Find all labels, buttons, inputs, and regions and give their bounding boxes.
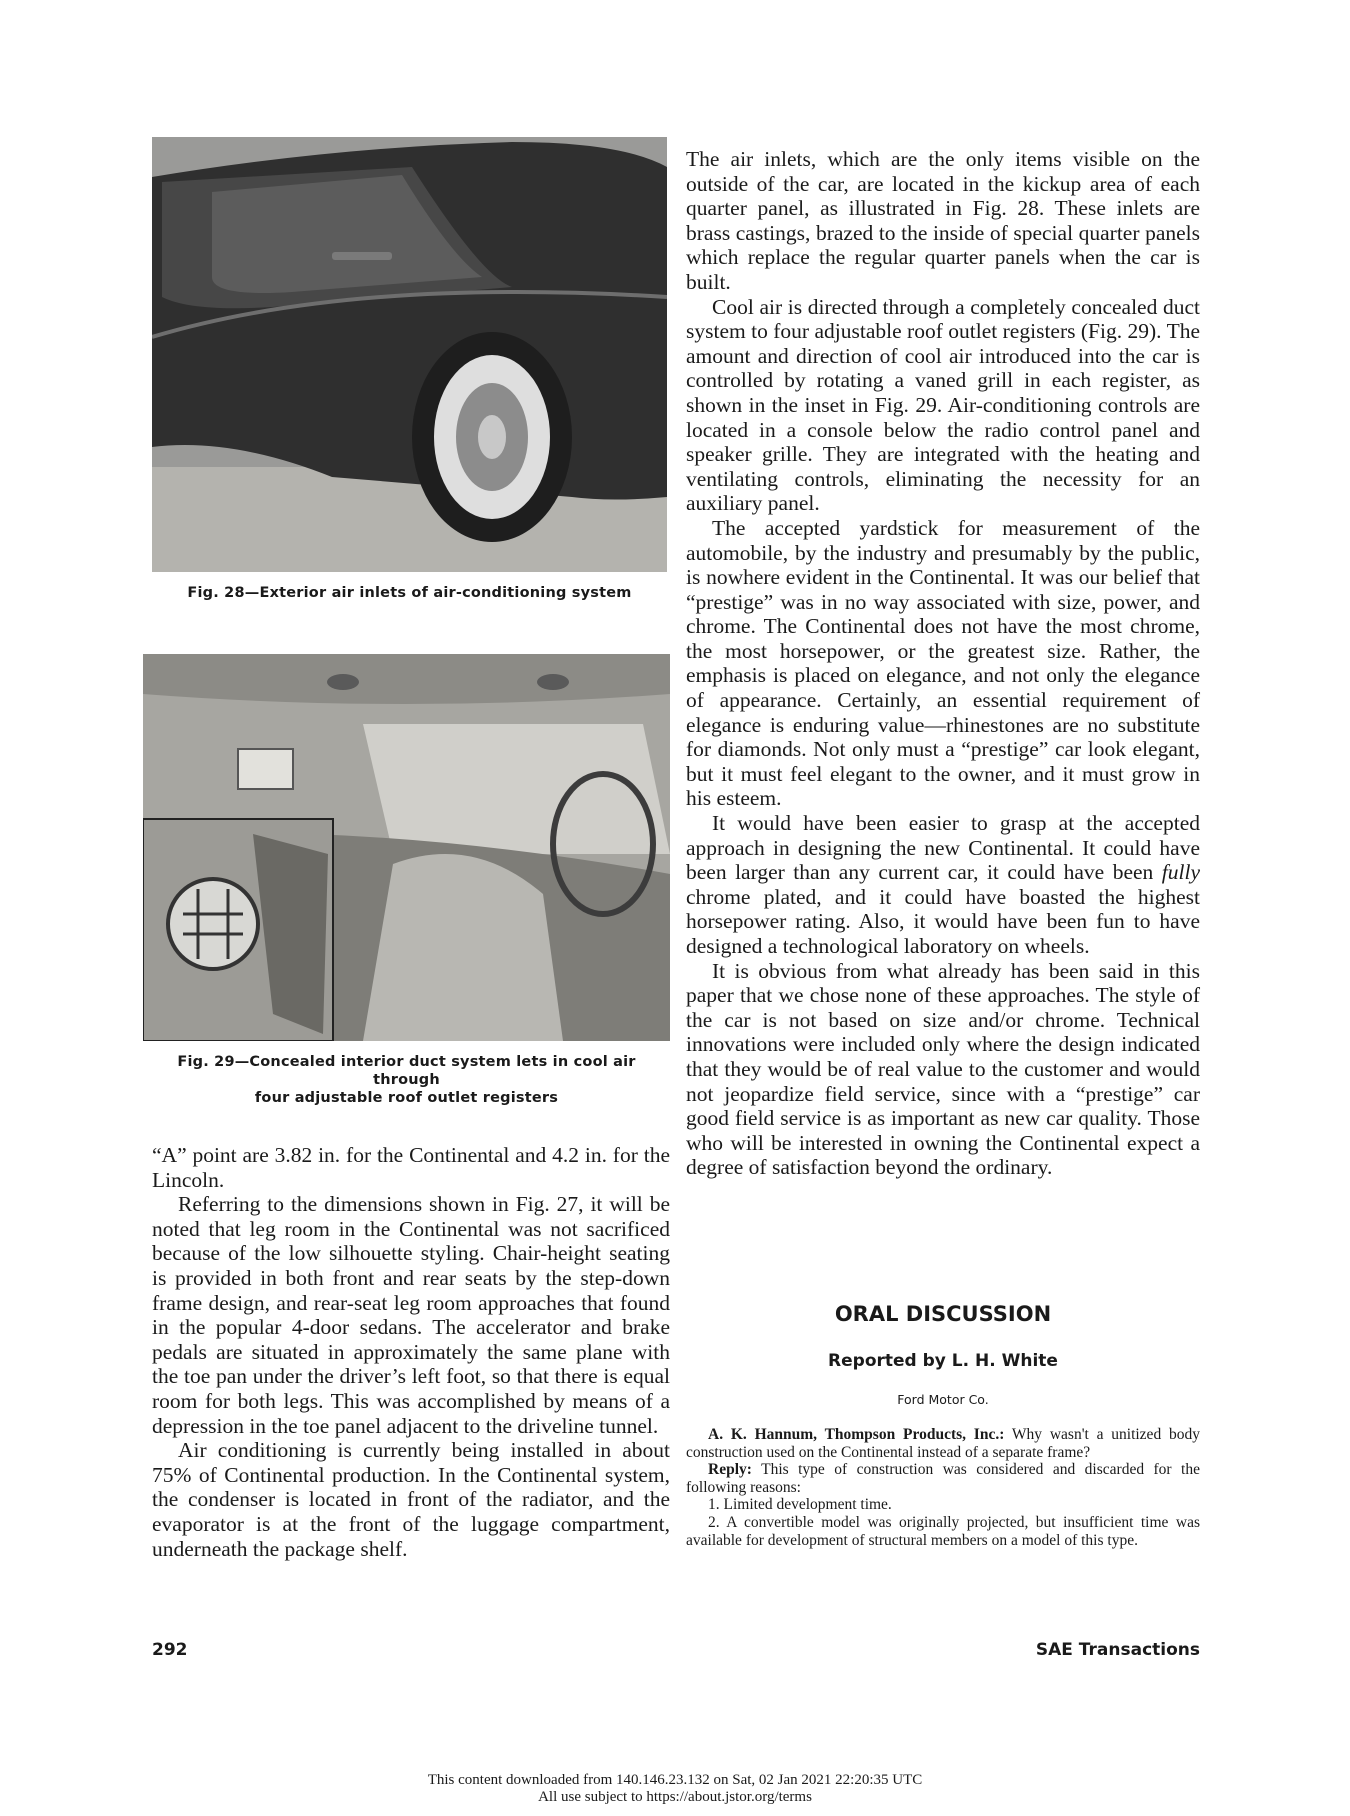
jstor-notice [0, 1772, 1350, 1806]
jstor-terms-line: All use subject to https://about.jstor.org/terms [538, 1789, 812, 1805]
reply-item-1: 1. Limited development time. [708, 1496, 892, 1514]
figure-28-photo [152, 137, 667, 572]
reply-label: Reply: [708, 1461, 752, 1479]
right-paragraph-3: The accepted yardstick for measurement of the automobile, by the industry and presumably by the public, is nowhere evident in the Continental. It was our belief that “prestige” was in no way associated with size, power, and chrome. The Continental does not have the most chrome, the most horsepower, or the greatest size. Rather, the emphasis is placed on elegance, and not only the elegance of appearance. Certainly, an essential requirement of elegance is enduring value—rhinestones are no substitute for diamonds. Not only must a “prestige” car look elegant, but it must feel elegant to the owner, and it must grow in his esteem. [686, 515, 1200, 811]
left-paragraph-2: Referring to the dimensions shown in Fig. 27, it will be noted that leg room in the Continental was not sacrificed because of the low silhouette styling. Chair-height seating is provided in both front and rear seats by the step-down frame design, and rear-seat leg room approaches that found in the popular 4-door sedans. The accelerator and brake pedals are situated in approximately the same plane with the toe pan under the driver’s left foot, so that there is equal room for both legs. This was accomplished by means of a depression in the toe panel adjacent to the driveline tunnel. [152, 1192, 670, 1438]
right-paragraph-4 [686, 811, 1200, 959]
right-column [686, 147, 1200, 1180]
left-paragraph-1: “A” point are 3.82 in. for the Continental and 4.2 in. for the Lincoln. [152, 1143, 670, 1192]
jstor-download-line: This content downloaded from 140.146.23.132 on Sat, 02 Jan 2021 22:20:35 UTC [427, 1772, 923, 1788]
question-speaker: A. K. Hannum, Thompson Products, Inc.: [708, 1426, 1005, 1443]
reply-text: This type of construction was considered and discarded for the following reasons: [686, 1461, 1200, 1496]
question-text: Why wasn't a unitized body construction used on the Continental instead of a separate frame? [686, 1426, 1200, 1461]
right-paragraph-2: Cool air is directed through a completely concealed duct system to four adjustable roof outlet registers (Fig. 29). The amount and direction of cool air introduced into the car is controlled by rotating a vaned grill in each register, as shown in the inset in Fig. 29. Air-conditioning controls are located in a console below the radio control panel and speaker grille. They are integrated with the heating and ventilating controls, eliminating the necessity for an auxiliary panel. [686, 294, 1200, 516]
reply-item-2: 2. A convertible model was originally projected, but insufficient time was available for development of structural members on a model of this type. [686, 1513, 1200, 1549]
right-paragraph-4-b: chrome plated, and it could have boasted the highest horsepower rating. Also, it would have been fun to have designed a technological laboratory on wheels. [686, 884, 1200, 958]
figure-29-caption-line2: four adjustable roof outlet registers [254, 1090, 559, 1106]
figure-29-caption-line1: Fig. 29—Concealed interior duct system lets in cool air through [177, 1054, 636, 1088]
right-paragraph-4-a: It would have been easier to grasp at the accepted approach in designing the new Continental. It could have been larger than any current car, it could have been [686, 811, 1200, 885]
discussion-body [686, 1426, 1200, 1549]
discussion-question [686, 1426, 1200, 1461]
italic-fully: fully [1161, 860, 1201, 885]
discussion-affiliation: Ford Motor Co. [897, 1392, 989, 1407]
page-number: 292 [152, 1640, 188, 1660]
figure-29-photo [143, 654, 670, 1041]
left-paragraph-3: Air conditioning is currently being installed in about 75% of Continental production. In the Continental system, the condenser is located in front of the radiator, and the evaporator is at the front of the luggage compartment, underneath the package shelf. [152, 1438, 670, 1561]
right-paragraph-5: It is obvious from what already has been said in this paper that we chose none of these approaches. The style of the car is not based on size and/or chrome. Technical innovations were included only where the design indicated that they would be of real value to the customer and would not jeopardize field service, since with a “prestige” car good field service is as important as new car quality. Those who will be interested in owning the Continental expect a degree of satisfaction beyond the ordinary. [686, 958, 1200, 1180]
journal-name: SAE Transactions [1035, 1640, 1200, 1660]
discussion-reporter: Reported by L. H. White [828, 1351, 1058, 1371]
figure-28-caption: Fig. 28—Exterior air inlets of air-conditioning system [187, 585, 632, 601]
right-paragraph-1: The air inlets, which are the only items visible on the outside of the car, are located in the kickup area of each quarter panel, as illustrated in Fig. 28. These inlets are brass castings, brazed to the inside of special quarter panels which replace the regular quarter panels when the car is built. [686, 147, 1200, 294]
figure-29-caption [143, 1053, 670, 1107]
discussion-reply [686, 1461, 1200, 1496]
left-column [152, 1143, 670, 1561]
discussion-heading: ORAL DISCUSSION [834, 1302, 1052, 1326]
